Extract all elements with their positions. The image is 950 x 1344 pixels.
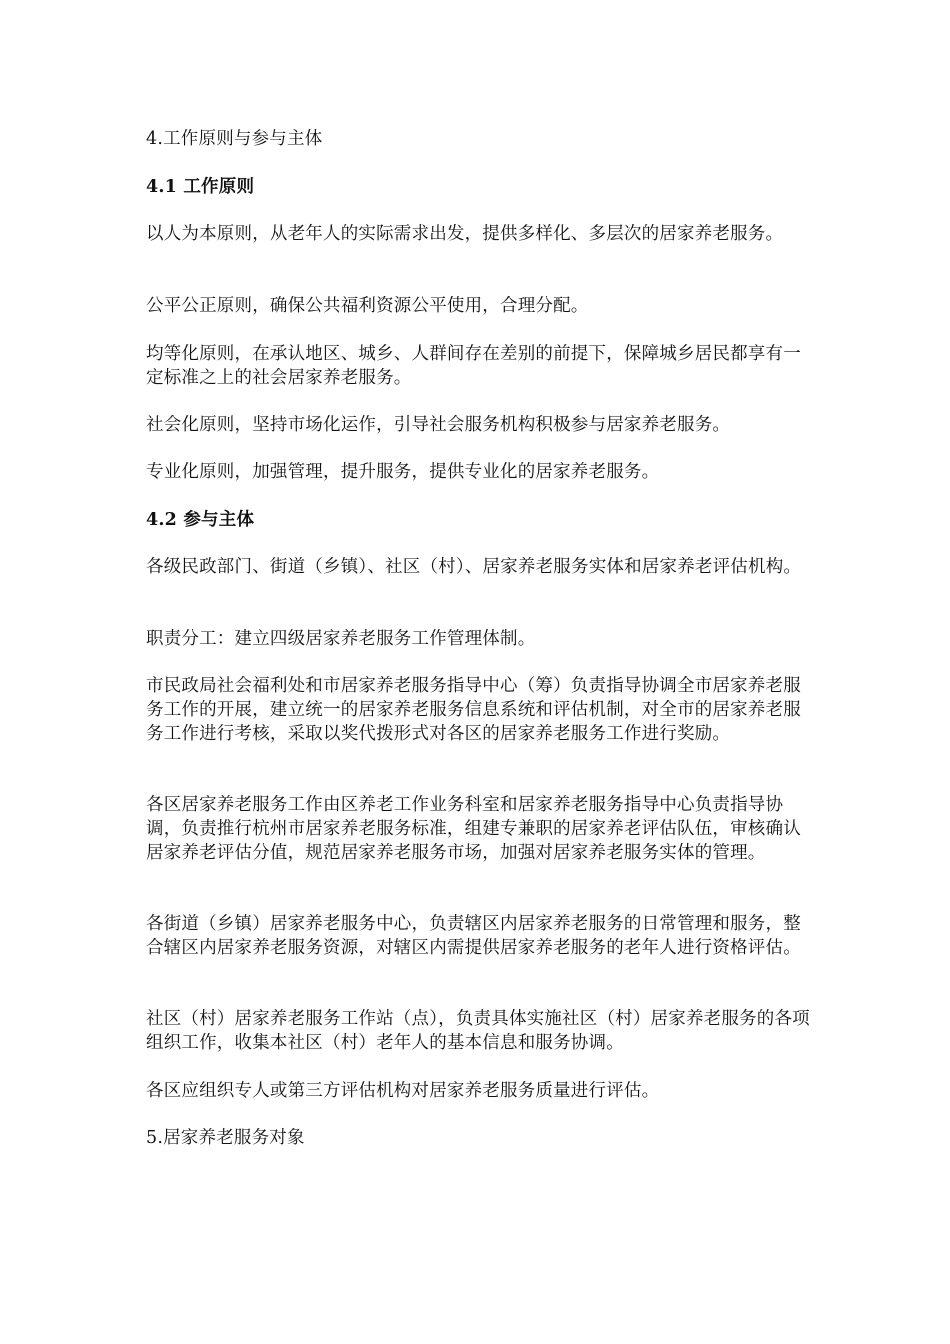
principle-paragraph: 均等化原则，在承认地区、城乡、人群间存在差别的前提下，保障城乡居民都享有一定标准之上的社会居家养老服务。	[146, 344, 801, 388]
participant-paragraph: 各街道（乡镇）居家养老服务中心，负责辖区内居家养老服务的日常管理和服务，整合辖区内居家养老服务资源，对辖区内需提供居家养老服务的老年人进行资格评估。	[146, 914, 801, 958]
participant-paragraph: 职责分工：建立四级居家养老服务工作管理体制。	[146, 629, 536, 649]
participant-paragraph: 市民政局社会福利处和市居家养老服务指导中心（筹）负责指导协调全市居家养老服务工作的开展，建立统一的居家养老服务信息系统和评估机制，对全市的居家养老服务工作进行考核，采取以奖代拨形式对各区的居家养老服务工作进行奖励。	[146, 676, 801, 744]
principle-paragraph: 公平公正原则，确保公共福利资源公平使用，合理分配。	[146, 296, 589, 316]
participant-paragraph: 各区居家养老服务工作由区养老工作业务科室和居家养老服务指导中心负责指导协调，负责推行杭州市居家养老服务标准，组建专兼职的居家养老评估队伍，审核确认居家养老评估分值，规范居家养老服务市场，加强对居家养老服务实体的管理。	[146, 795, 801, 863]
participant-paragraph: 社区（村）居家养老服务工作站（点），负责具体实施社区（村）居家养老服务的各项组织工作，收集本社区（村）老年人的基本信息和服务协调。	[146, 1009, 810, 1053]
principle-paragraph: 社会化原则，坚持市场化运作，引导社会服务机构积极参与居家养老服务。	[146, 415, 731, 435]
participant-paragraph: 各区应组织专人或第三方评估机构对居家养老服务质量进行评估。	[146, 1081, 660, 1101]
principle-paragraph: 专业化原则，加强管理，提升服务，提供专业化的居家养老服务。	[146, 462, 660, 482]
subsection-4-1-title: 4.1 工作原则	[146, 177, 255, 197]
subsection-4-2-title: 4.2 参与主体	[146, 510, 255, 530]
principle-paragraph: 以人为本原则，从老年人的实际需求出发，提供多样化、多层次的居家养老服务。	[146, 224, 784, 244]
section-5-title: 5.居家养老服务对象	[146, 1128, 305, 1148]
section-4-title: 4.工作原则与参与主体	[146, 129, 323, 149]
participant-paragraph: 各级民政部门、街道（乡镇）、社区（村）、居家养老服务实体和居家养老评估机构。	[146, 557, 802, 577]
